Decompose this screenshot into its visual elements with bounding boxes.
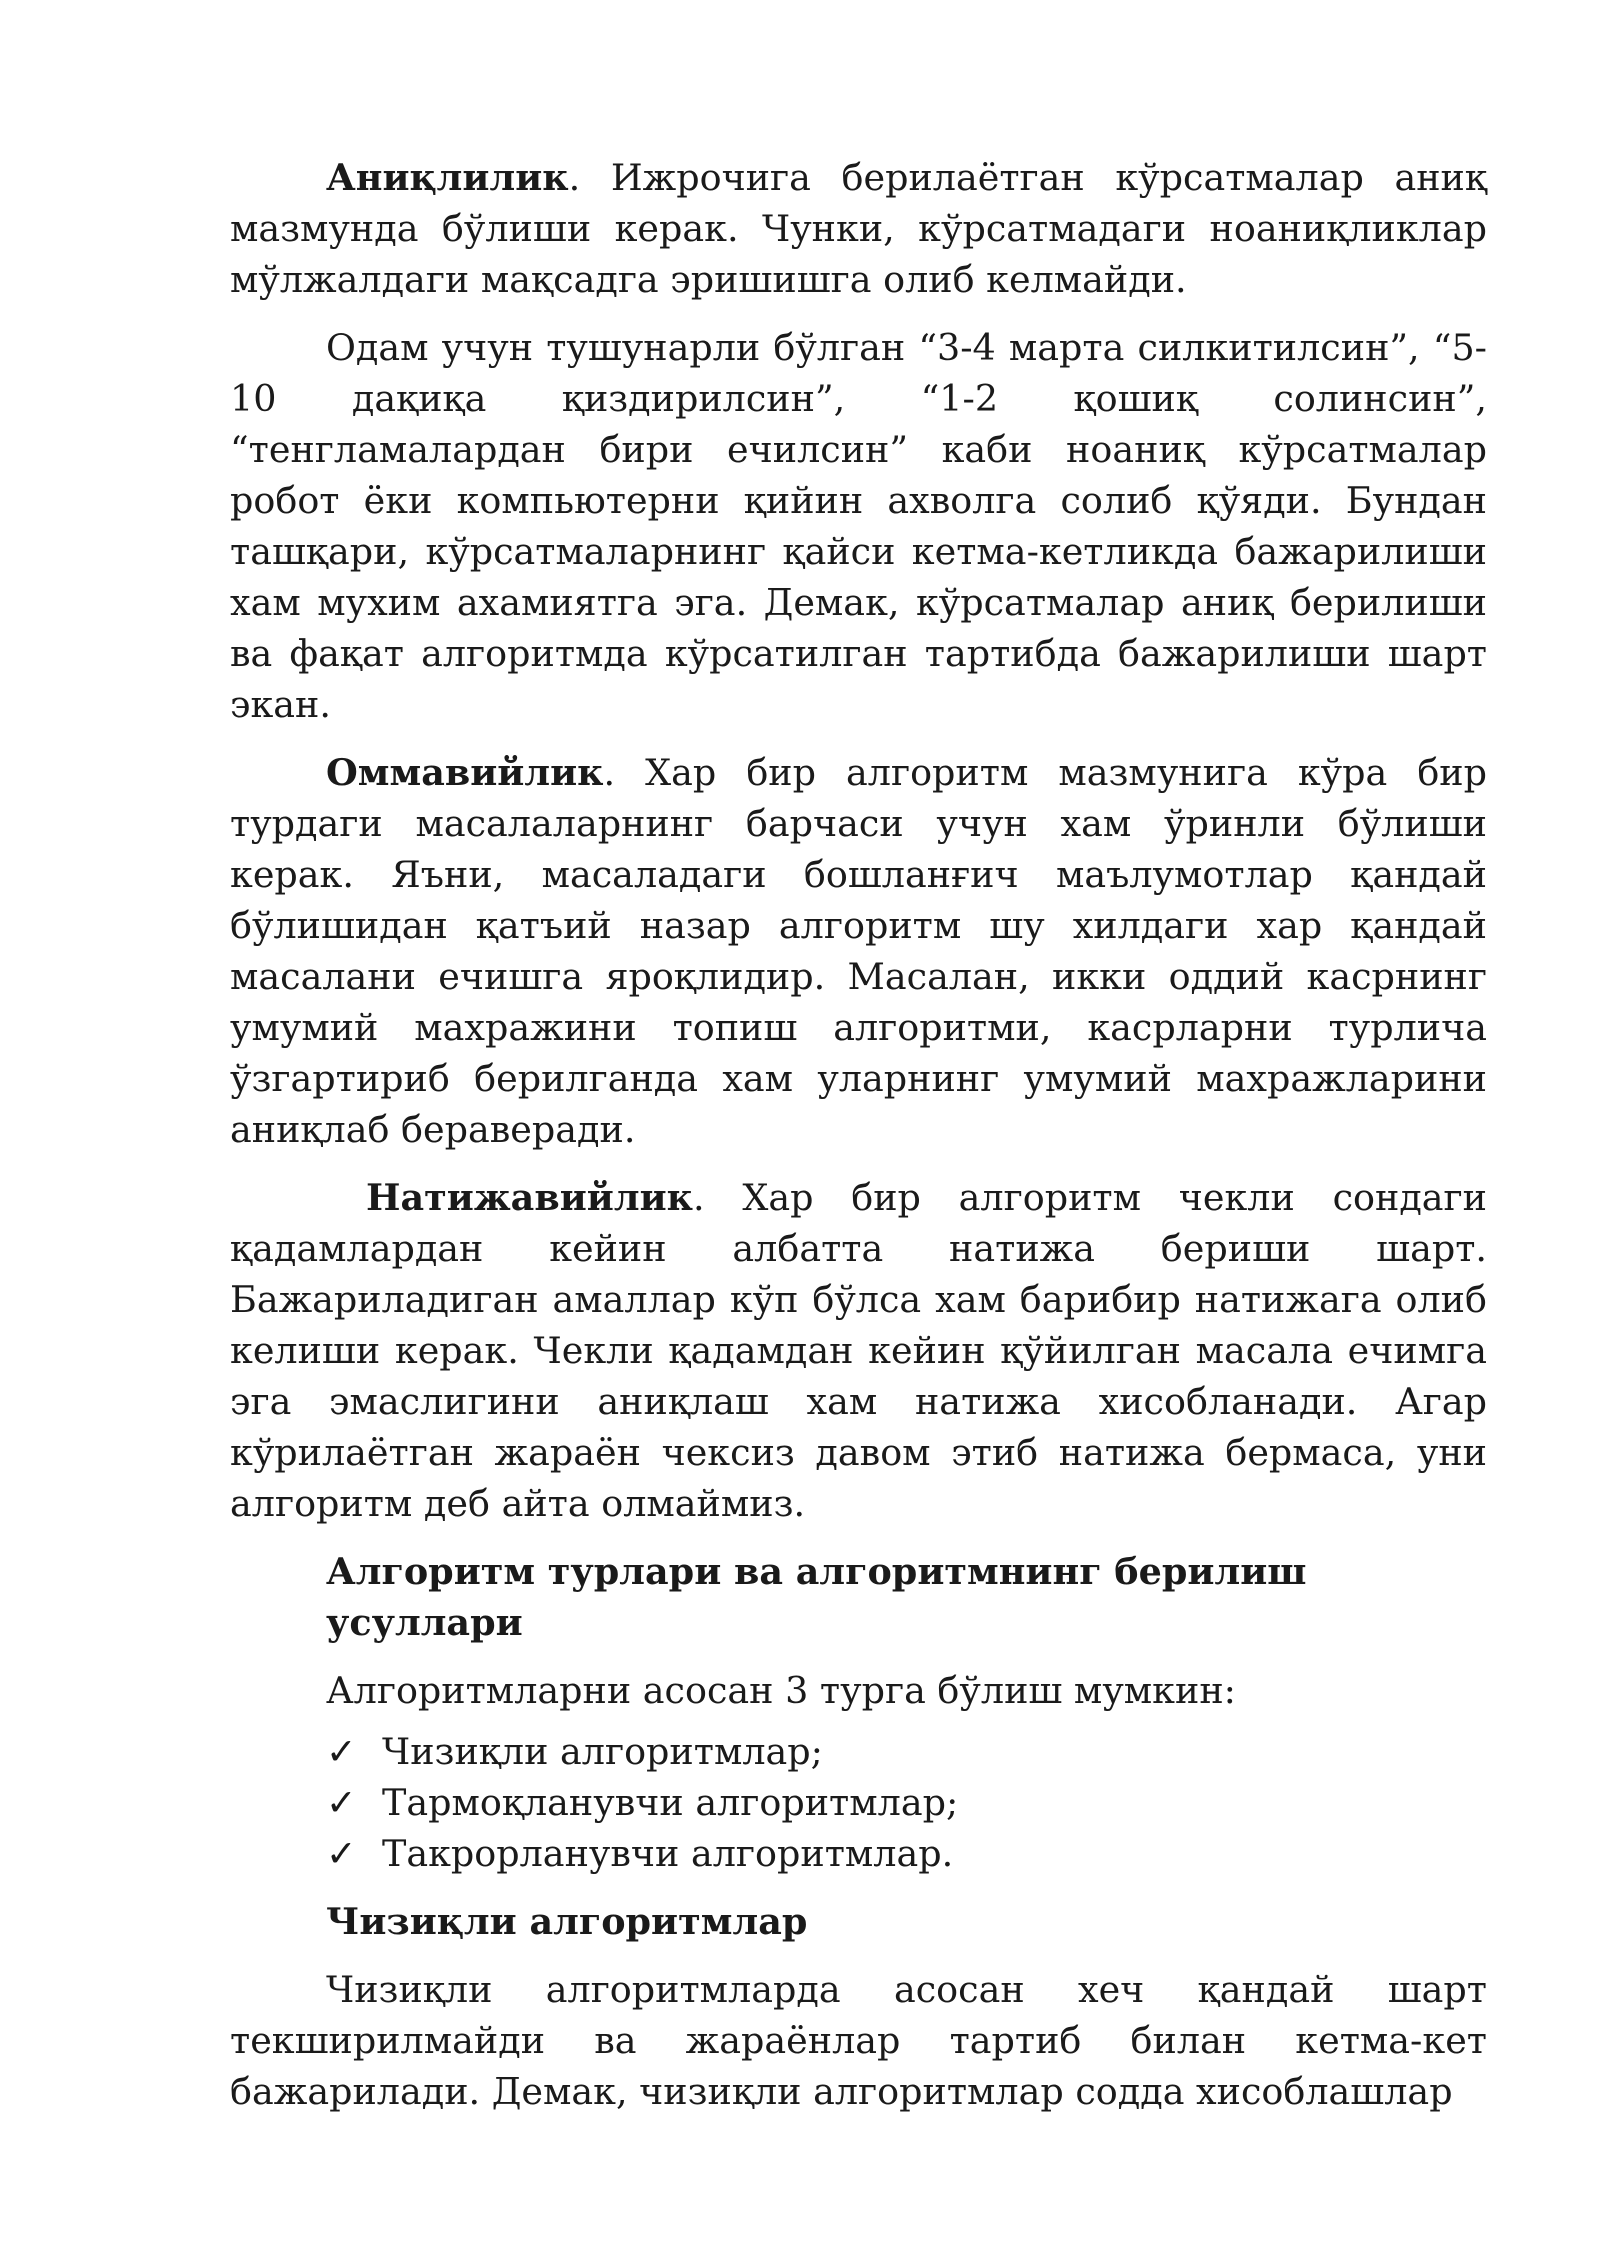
paragraph-aniqlilik (230, 152, 1487, 305)
paragraph-natijaviylik-text: . Хар бир алгоритм чекли сондаги қадамлардан кейин албатта натижа бериши шарт. Бажариладиган амаллар кўп бўлса хам барибир натижага олиб келиши керак. Чекли қадамдан кейин қўйилган масала ечимга эга эмаслигини аниқлаш хам натижа хисобланади. Агар кўрилаётган жараён чексиз давом этиб натижа бермаса, уни алгоритм деб айта олмаймиз. (230, 1176, 1487, 1525)
algorithm-types-list (230, 1726, 1487, 1879)
heading-linear-algorithms: Чизиқли алгоритмлар (326, 1900, 808, 1943)
list-item-label: Чизиқли алгоритмлар; (382, 1730, 823, 1773)
list-item-label: Такрорланувчи алгоритмлар. (382, 1832, 954, 1875)
heading-algorithm-types: Алгоритм турлари ва алгоритмнинг берилиш усуллари (326, 1550, 1307, 1644)
list-item (326, 1828, 1487, 1879)
list-item (326, 1777, 1487, 1828)
checkmark-icon: ✓ (326, 1730, 357, 1773)
paragraph-ommaviylik (230, 747, 1487, 1155)
paragraph-linear: Чизиқли алгоритмларда асосан хеч қандай шарт текширилмайди ва жараёнлар тартиб билан кетма-кет бажарилади. Демак, чизиқли алгоритмлар содда хисоблашлар (230, 1968, 1487, 2113)
paragraph-types-intro: Алгоритмларни асосан 3 турга бўлиш мумкин: (326, 1669, 1236, 1712)
term-aniqlilik: Аниқлилик (326, 156, 569, 199)
checkmark-icon: ✓ (326, 1781, 357, 1824)
checkmark-icon: ✓ (326, 1832, 357, 1875)
term-natijaviylik: Натижавийлик (366, 1176, 694, 1219)
term-ommaviylik: Оммавийлик (326, 751, 604, 794)
paragraph-aniqlilik-text: . Ижрочига берилаётган кўрсатмалар аниқ мазмунда бўлиши керак. Чунки, кўрсатмадаги ноаниқликлар мўлжалдаги мақсадга эришишга олиб келмайди. (230, 156, 1487, 301)
document-page (230, 152, 1487, 2134)
paragraph-natijaviylik (230, 1172, 1487, 1529)
paragraph-ommaviylik-text: . Хар бир алгоритм мазмунига кўра бир турдаги масалаларнинг барчаси учун хам ўринли бўлиши керак. Яъни, масаладаги бошланғич маълумотлар қандай бўлишидан қатъий назар алгоритм шу хилдаги хар қандай масалани ечишга яроқлидир. Масалан, икки оддий касрнинг умумий махражини топиш алгоритми, касрларни турлича ўзгартириб берилганда хам уларнинг умумий махражларини аниқлаб бераверади. (230, 751, 1487, 1151)
paragraph-odam: Одам учун тушунарли бўлган “3-4 марта силкитилсин”, “5-10 дақиқа қиздирилсин”, “1-2 қошиқ солинсин”, “тенгламалардан бири ечилсин” каби ноаниқ кўрсатмалар робот ёки компьютерни қийин ахволга солиб қўяди. Бундан ташқари, кўрсатмаларнинг қайси кетма-кетликда бажарилиши хам мухим ахамиятга эга. Демак, кўрсатмалар аниқ берилиши ва фақат алгоритмда кўрсатилган тартибда бажарилиши шарт экан. (230, 326, 1487, 726)
list-item-label: Тармоқланувчи алгоритмлар; (382, 1781, 959, 1824)
list-item (326, 1726, 1487, 1777)
